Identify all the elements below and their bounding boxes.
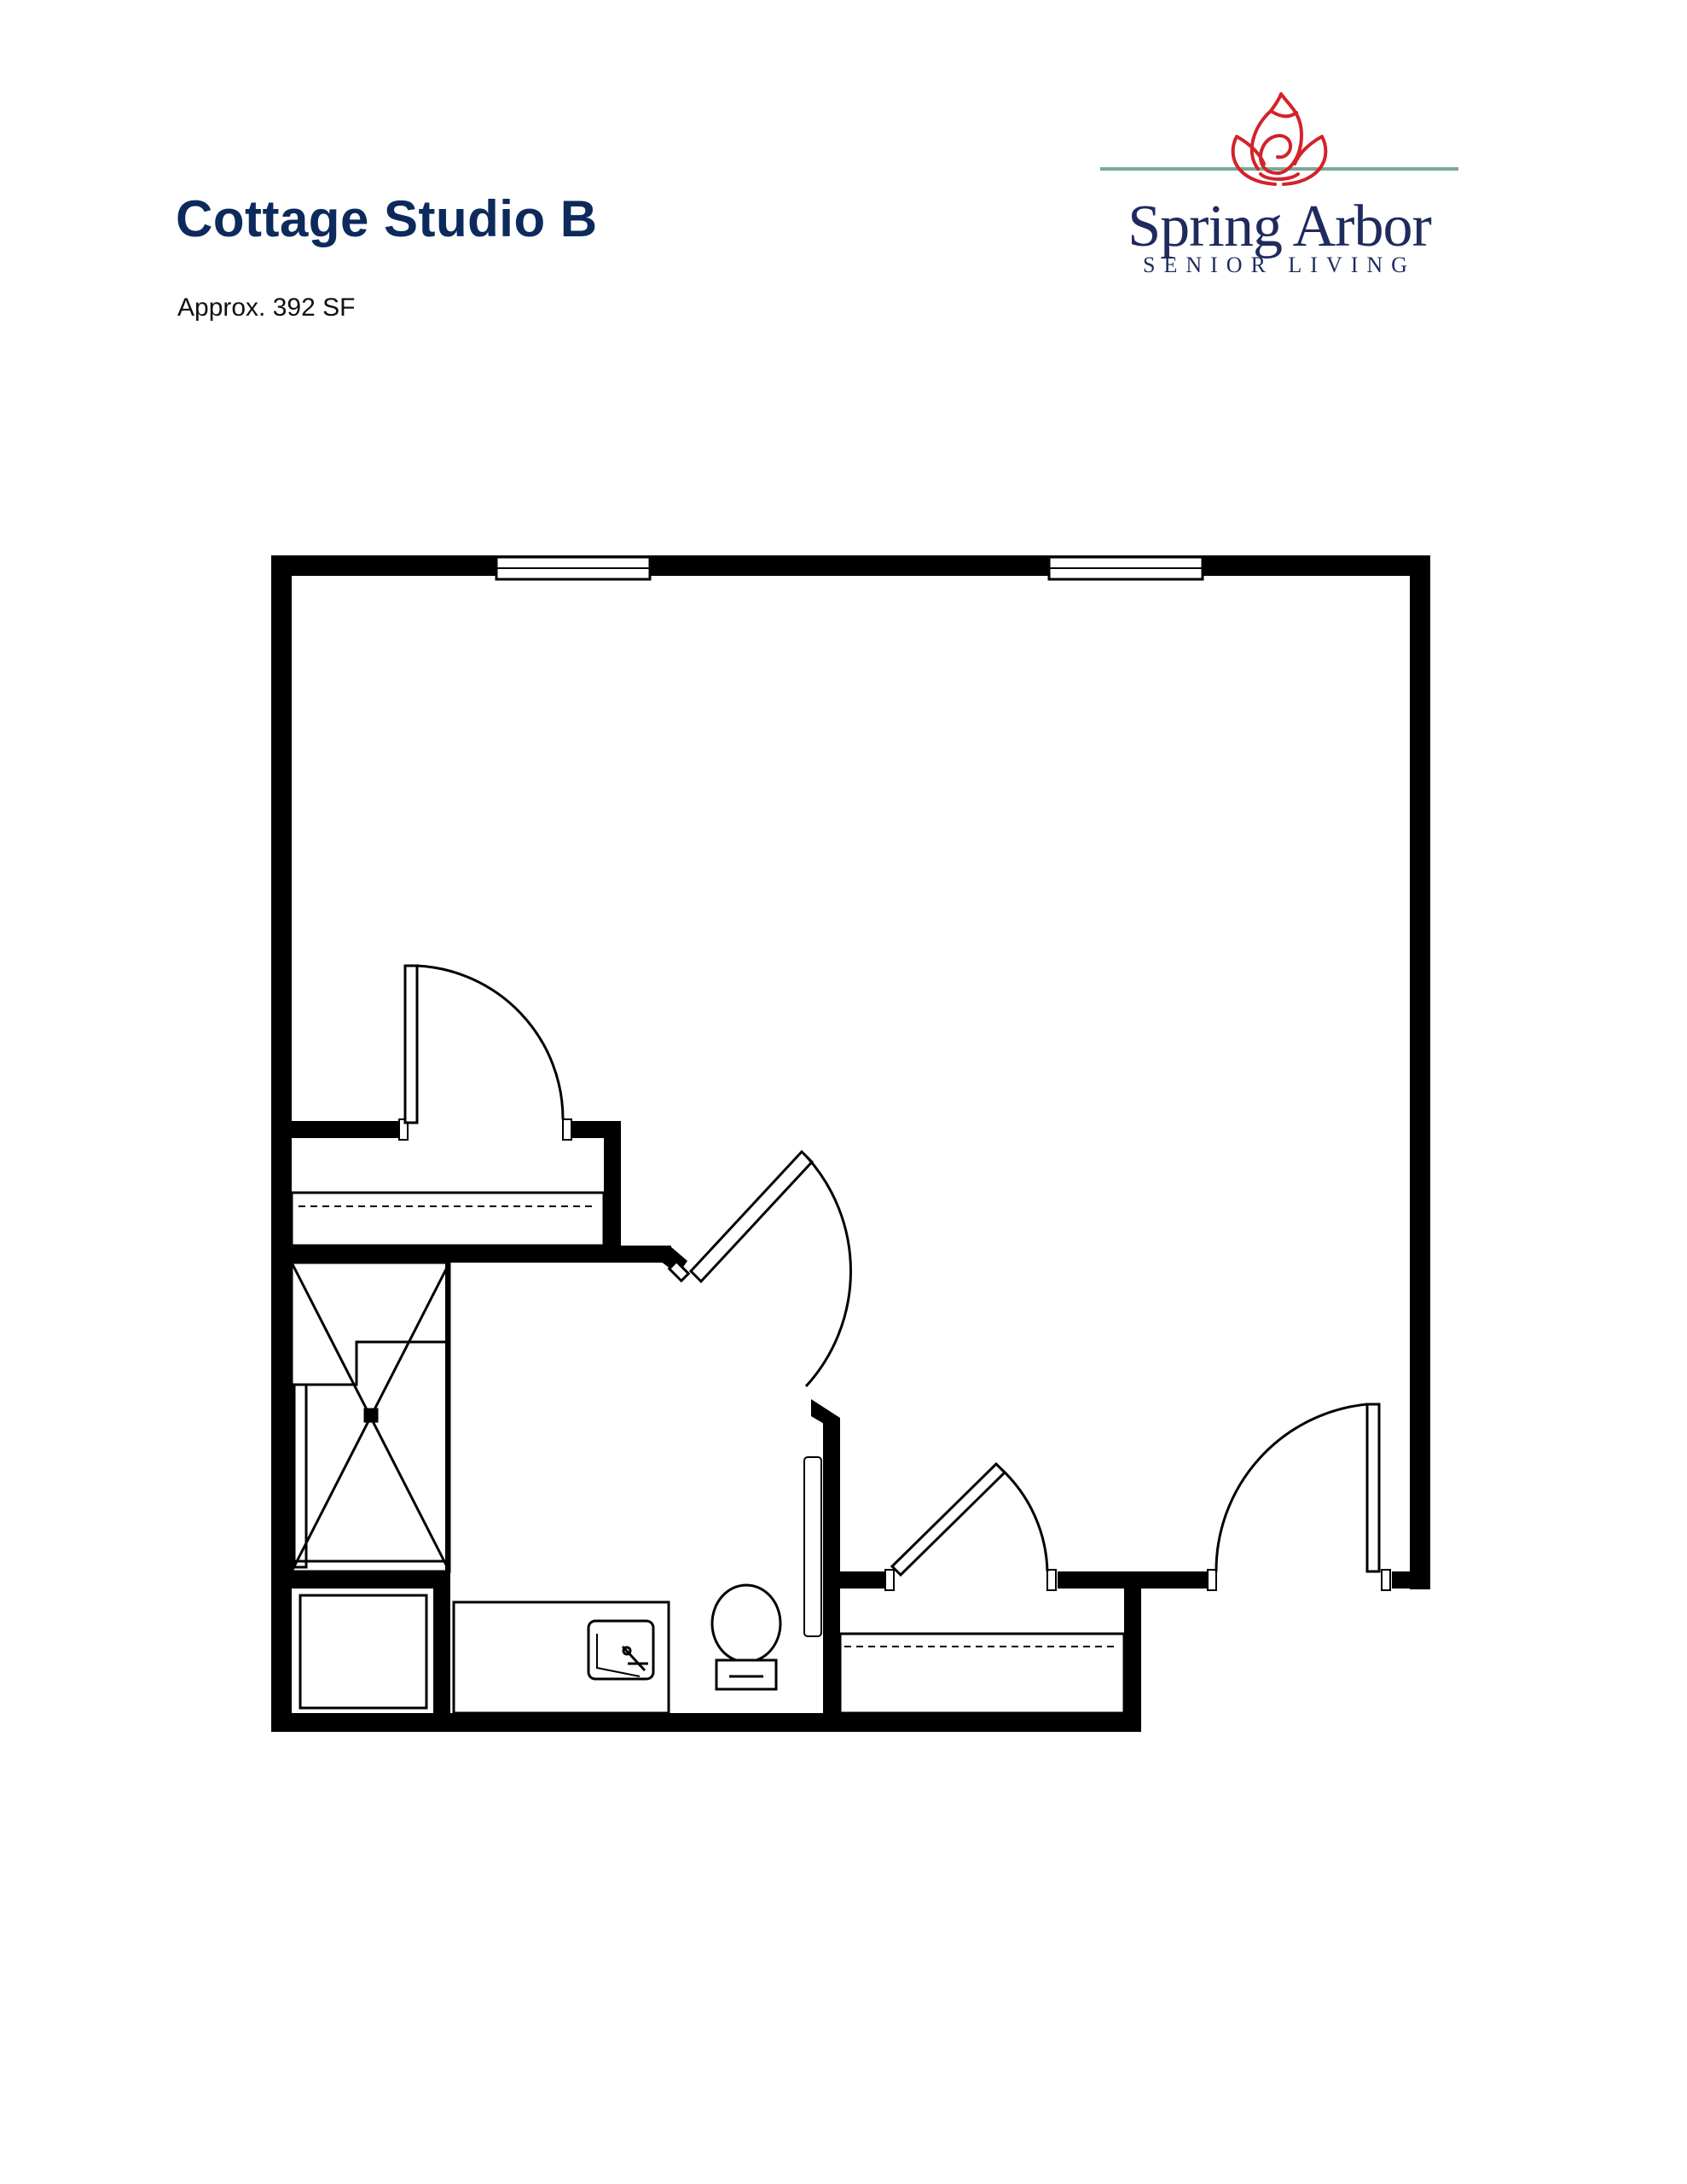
wall-top [271,555,1424,576]
closet2-wall-right [1124,1571,1141,1716]
window-left [496,557,650,579]
page-title: Cottage Studio B [176,190,598,247]
entry-wall-right [1392,1571,1430,1589]
window-right [1049,557,1203,579]
bath-wall-right [823,1418,840,1716]
wall-bottom [271,1713,1141,1732]
mech-wall-top [292,1571,449,1589]
closet2-wall-top [840,1571,888,1589]
closet2-shelf [840,1634,1124,1713]
closet-shelf [292,1193,604,1246]
closet-wall-right [604,1121,621,1261]
entry-door [1216,1404,1379,1571]
brand-name: Spring Arbor [1128,194,1431,259]
closet-wall-top [292,1121,403,1138]
bathroom-door [670,1152,851,1386]
mechanical-closet [300,1595,426,1708]
bath-wall-top [292,1246,671,1263]
wall-left [271,555,292,1732]
vanity [454,1602,669,1713]
closet2-door [892,1464,1047,1575]
shower [292,1263,449,1571]
grab-bar [804,1457,821,1636]
toilet [712,1585,780,1689]
closet-door [405,966,563,1123]
brand-tagline: SENIOR LIVING [1143,253,1416,277]
wall-right [1410,555,1430,1589]
exterior-walls [271,555,1430,1732]
square-footage: Approx. 392 SF [177,293,356,322]
